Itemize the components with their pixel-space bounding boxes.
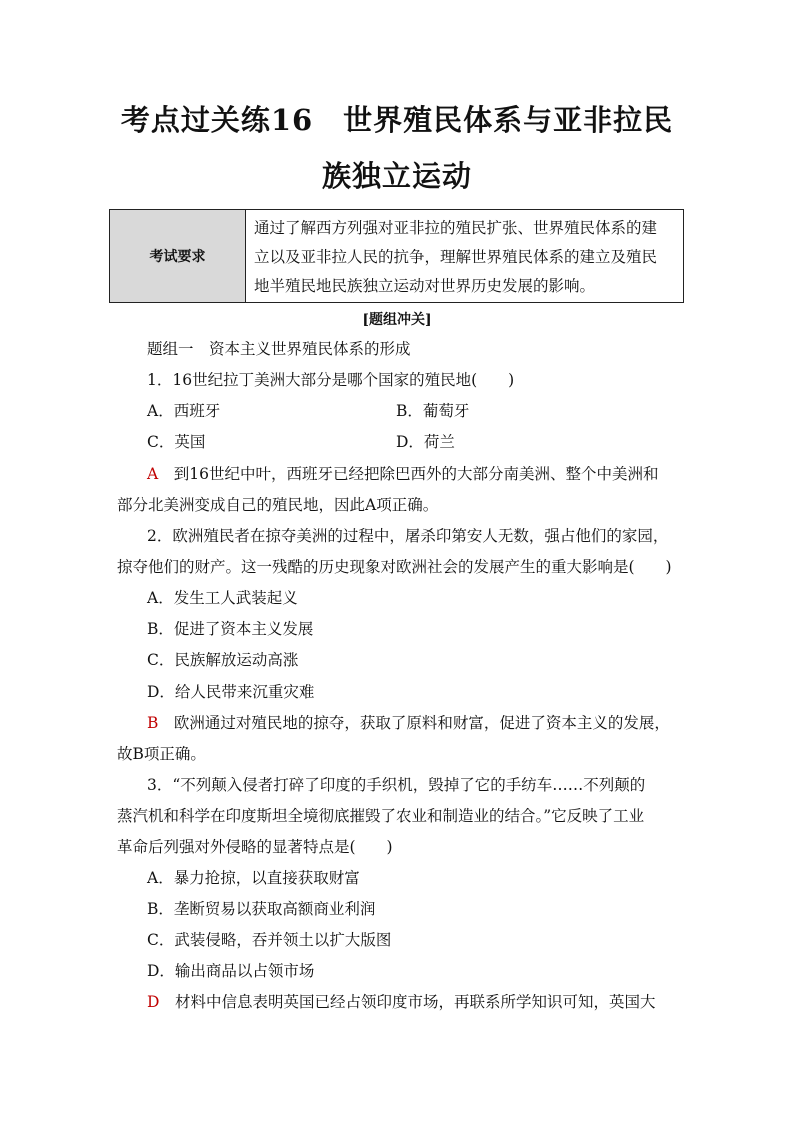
question-3-stem-cont: 革命后列强对外侵略的显著特点是( ) xyxy=(117,838,393,856)
question-1-option-c: C．英国 xyxy=(147,433,206,451)
question-1-option-b: B．葡萄牙 xyxy=(396,402,470,420)
question-1-option-d: D．荷兰 xyxy=(396,433,455,451)
question-3-option-d: D．输出商品以占领市场 xyxy=(147,962,315,980)
requirement-label: 考试要求 xyxy=(110,210,246,302)
question-2-option-c: C．民族解放运动高涨 xyxy=(147,651,299,669)
requirement-line: 地半殖民地民族独立运动对世界历史发展的影响。 xyxy=(254,277,596,295)
question-3-answer: D xyxy=(147,993,160,1011)
question-2-option-d: D．给人民带来沉重灾难 xyxy=(147,683,315,701)
requirement-table xyxy=(109,209,684,303)
question-3-option-c: C．武装侵略，吞并领土以扩大版图 xyxy=(147,931,392,949)
group-title: 题组一 资本主义世界殖民体系的形成 xyxy=(147,340,411,358)
question-3-option-a: A．暴力抢掠，以直接获取财富 xyxy=(147,869,360,887)
section-tag: [题组冲关] xyxy=(362,312,432,328)
question-2-option-b: B．促进了资本主义发展 xyxy=(147,620,314,638)
question-2-stem-cont: 掠夺他们的财产。这一残酷的历史现象对欧洲社会的发展产生的重大影响是( ) xyxy=(117,558,672,576)
question-1-option-a: A．西班牙 xyxy=(147,402,221,420)
requirement-line: 通过了解西方列强对亚非拉的殖民扩张、世界殖民体系的建 xyxy=(254,219,658,237)
question-2-option-a: A．发生工人武装起义 xyxy=(147,589,298,607)
question-2-explanation: B 欧洲通过对殖民地的掠夺，获取了原料和财富，促进了资本主义的发展， xyxy=(147,714,670,732)
question-1-answer: A xyxy=(147,465,159,483)
question-2-explanation-cont: 故B项正确。 xyxy=(117,745,206,763)
question-1-explanation-cont: 部分北美洲变成自己的殖民地，因此A项正确。 xyxy=(117,496,439,514)
question-1-stem: 1．16世纪拉丁美洲大部分是哪个国家的殖民地( ) xyxy=(147,371,515,389)
requirement-text xyxy=(246,210,683,302)
question-3-stem-cont: 蒸汽机和科学在印度斯坦全境彻底摧毁了农业和制造业的结合。”它反映了工业 xyxy=(117,807,645,825)
page-title-line-2: 族独立运动 xyxy=(321,159,472,193)
question-2-answer: B xyxy=(147,714,159,732)
question-3-option-b: B．垄断贸易以获取高额商业利润 xyxy=(147,900,376,918)
question-3-stem: 3．“不列颠入侵者打碎了印度的手织机，毁掉了它的手纺车……不列颠的 xyxy=(147,776,646,794)
question-1-explanation: A 到16世纪中叶，西班牙已经把除巴西外的大部分南美洲、整个中美洲和 xyxy=(147,465,659,483)
question-3-explanation: D 材料中信息表明英国已经占领印度市场，再联系所学知识可知，英国大 xyxy=(147,993,656,1011)
page-title-line-1: 考点过关练16 世界殖民体系与亚非拉民 xyxy=(120,103,674,137)
question-2-stem: 2．欧洲殖民者在掠夺美洲的过程中，屠杀印第安人无数，强占他们的家园， xyxy=(147,527,669,545)
requirement-line: 立以及亚非拉人民的抗争，理解世界殖民体系的建立及殖民 xyxy=(254,248,658,266)
